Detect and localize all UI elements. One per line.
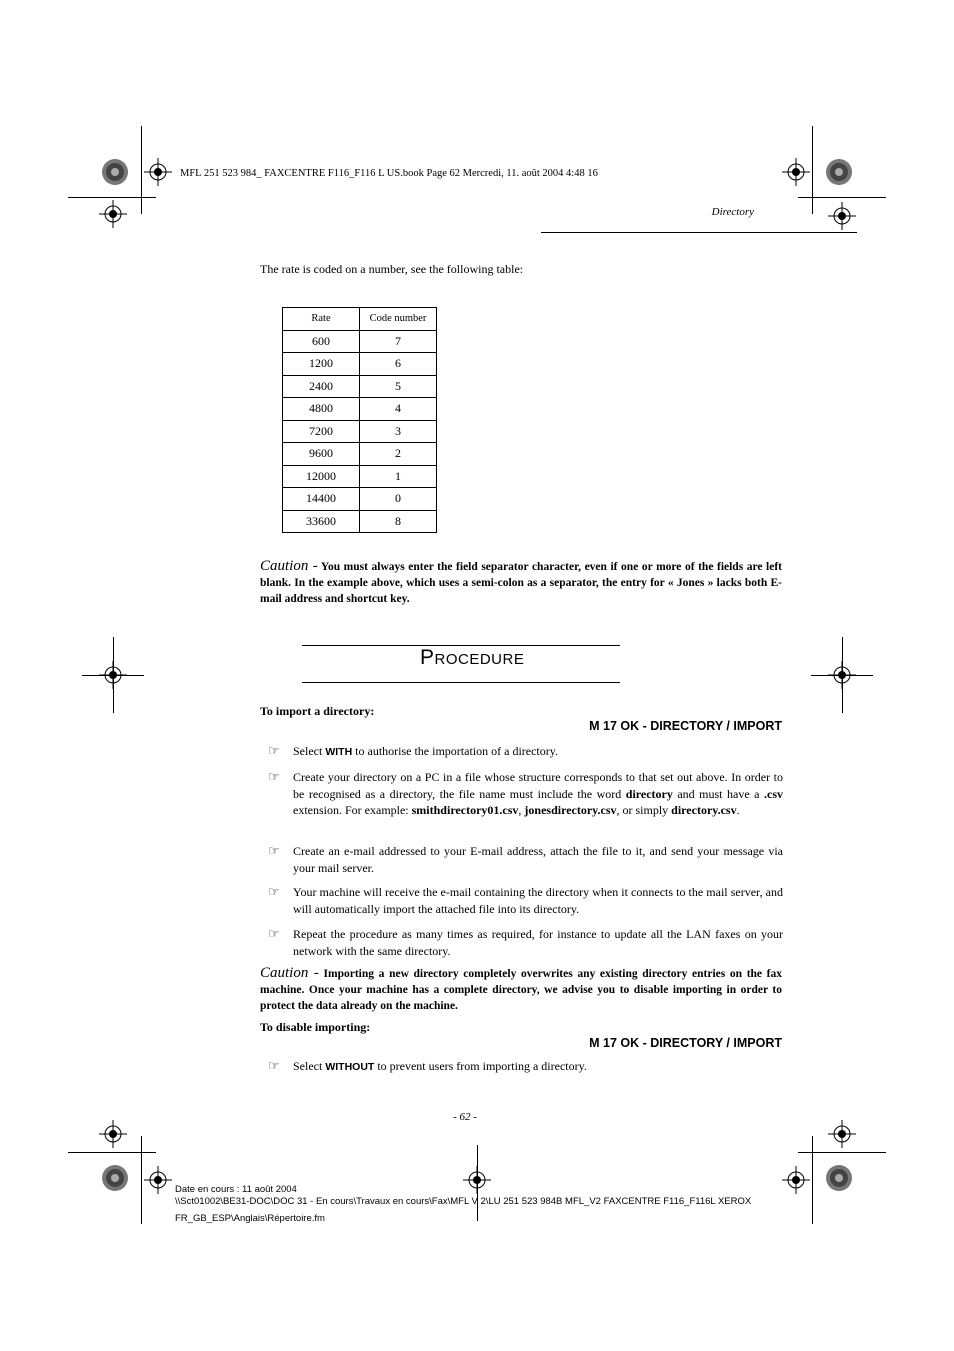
pointing-hand-icon: ☞: [268, 926, 280, 941]
rate-cell: 7200: [283, 420, 360, 443]
running-head: Directory: [711, 206, 754, 218]
keyword: smithdirectory01.csv: [411, 803, 519, 817]
rate-cell: 14400: [283, 488, 360, 511]
table-row: [283, 375, 437, 398]
caution-note: [260, 558, 782, 607]
color-wheel-icon: [101, 158, 129, 186]
code-cell: 5: [360, 375, 437, 398]
import-heading: To import a directory:: [260, 704, 375, 718]
text: Your machine will receive the e-mail containing the directory when it connects to the mail server, and will automatically import the attached file into its directory.: [293, 885, 783, 916]
text: to authorise the importation of a directory.: [352, 744, 558, 758]
section-title-rest: ROCEDURE: [434, 651, 525, 668]
list-item: [268, 884, 783, 917]
code-cell: 8: [360, 510, 437, 533]
text: extension. For example:: [293, 803, 412, 817]
table-row: [283, 465, 437, 488]
code-cell: 7: [360, 330, 437, 353]
list-item: [268, 1058, 783, 1076]
table-header-cell: Rate: [283, 308, 360, 331]
list-item: [268, 926, 783, 959]
keyword: .csv: [764, 786, 783, 801]
pointing-hand-icon: ☞: [268, 843, 280, 858]
rate-cell: 9600: [283, 443, 360, 466]
rate-cell: 4800: [283, 398, 360, 421]
code-cell: 1: [360, 465, 437, 488]
rate-table: [282, 307, 437, 533]
table-row: [283, 353, 437, 376]
text: Create an e-mail addressed to your E-mail address, attach the file to it, and send your message via your mail server.: [293, 844, 783, 875]
rate-cell: 600: [283, 330, 360, 353]
caution-text: Importing a new directory completely overwrites any existing directory entries on the fax machine. Once your machine has a complete directory, we advise you to disable importing in order to protect the data already on the machine.: [260, 968, 783, 1012]
text: .: [736, 803, 740, 817]
header-rule: [541, 232, 857, 233]
code-cell: 6: [360, 353, 437, 376]
color-wheel-icon: [101, 1164, 129, 1192]
color-wheel-icon: [825, 1164, 853, 1192]
disable-menu-path: M 17 OK - DIRECTORY / IMPORT: [589, 1036, 782, 1050]
text: to prevent users from importing a directory.: [374, 1059, 587, 1073]
table-row: [283, 488, 437, 511]
table-header-row: [283, 308, 437, 331]
code-cell: 2: [360, 443, 437, 466]
registration-mark-icon: [144, 158, 172, 186]
keyword: WITHOUT: [325, 1061, 375, 1073]
registration-mark-icon: [828, 1120, 856, 1148]
section-title: [420, 646, 524, 670]
rate-cell: 12000: [283, 465, 360, 488]
keyword: WITH: [325, 746, 353, 758]
text: Repeat the procedure as many times as required, for instance to update all the LAN faxes on your network with the same directory.: [293, 927, 783, 958]
text: , or simply: [616, 803, 672, 817]
text: Select: [293, 744, 326, 758]
list-item: [268, 769, 783, 819]
registration-mark-icon: [99, 1120, 127, 1148]
pointing-hand-icon: ☞: [268, 884, 280, 899]
table-header-cell: Code number: [360, 308, 437, 331]
keyword: directory.csv: [671, 803, 737, 817]
table-row: [283, 420, 437, 443]
caution-text: You must always enter the field separator character, even if one or more of the fields are left blank. In the example above, which uses a semi-colon as a separator, the entry for « Jones » lacks both E-mail address and shortcut key.: [260, 561, 783, 605]
caution-note: [260, 965, 782, 1014]
keyword: directory: [625, 786, 673, 801]
section-rule-bottom: [302, 682, 620, 683]
code-cell: 3: [360, 420, 437, 443]
table-row: [283, 330, 437, 353]
code-cell: 4: [360, 398, 437, 421]
list-item: [268, 743, 783, 761]
rate-cell: 1200: [283, 353, 360, 376]
color-wheel-icon: [825, 158, 853, 186]
registration-mark-icon: [144, 1166, 172, 1194]
section-title-initial: P: [420, 646, 435, 669]
intro-text: The rate is coded on a number, see the following table:: [260, 262, 524, 276]
footer-path: \\Sct01002\BE31-DOC\DOC 31 - En cours\Travaux en cours\Fax\MFL V 2\LU 251 523 984B MFL_V2 FAXCENTRE F116_F116L XEROX: [175, 1196, 752, 1207]
rate-cell: 33600: [283, 510, 360, 533]
registration-mark-icon: [782, 158, 810, 186]
list-item: [268, 843, 783, 876]
table-row: [283, 443, 437, 466]
code-cell: 0: [360, 488, 437, 511]
import-menu-path: M 17 OK - DIRECTORY / IMPORT: [589, 719, 782, 733]
registration-mark-icon: [99, 200, 127, 228]
keyword: jonesdirectory.csv: [524, 803, 617, 817]
page-number: - 62 -: [453, 1111, 477, 1123]
table-row: [283, 398, 437, 421]
disable-heading: To disable importing:: [260, 1020, 371, 1034]
text: ,: [518, 803, 525, 817]
footer-date: Date en cours : 11 août 2004: [175, 1184, 297, 1195]
table-row: [283, 510, 437, 533]
pointing-hand-icon: ☞: [268, 1058, 280, 1073]
text: and must have a: [672, 786, 764, 801]
caution-label: Caution -: [260, 965, 319, 981]
book-info: MFL 251 523 984_ FAXCENTRE F116_F116 L US.book Page 62 Mercredi, 11. août 2004 4:48 16: [180, 168, 598, 179]
text: Select: [293, 1059, 326, 1073]
rate-cell: 2400: [283, 375, 360, 398]
footer-file: FR_GB_ESP\Anglais\Répertoire.fm: [175, 1213, 325, 1224]
pointing-hand-icon: ☞: [268, 769, 280, 784]
pointing-hand-icon: ☞: [268, 743, 280, 758]
caution-label: Caution -: [260, 558, 318, 574]
text: Create your directory on a PC in a file whose structure corresponds to that set out above. In order to be recognised as a directory, the file name must include the word: [293, 770, 783, 801]
registration-mark-icon: [828, 202, 856, 230]
registration-mark-icon: [782, 1166, 810, 1194]
